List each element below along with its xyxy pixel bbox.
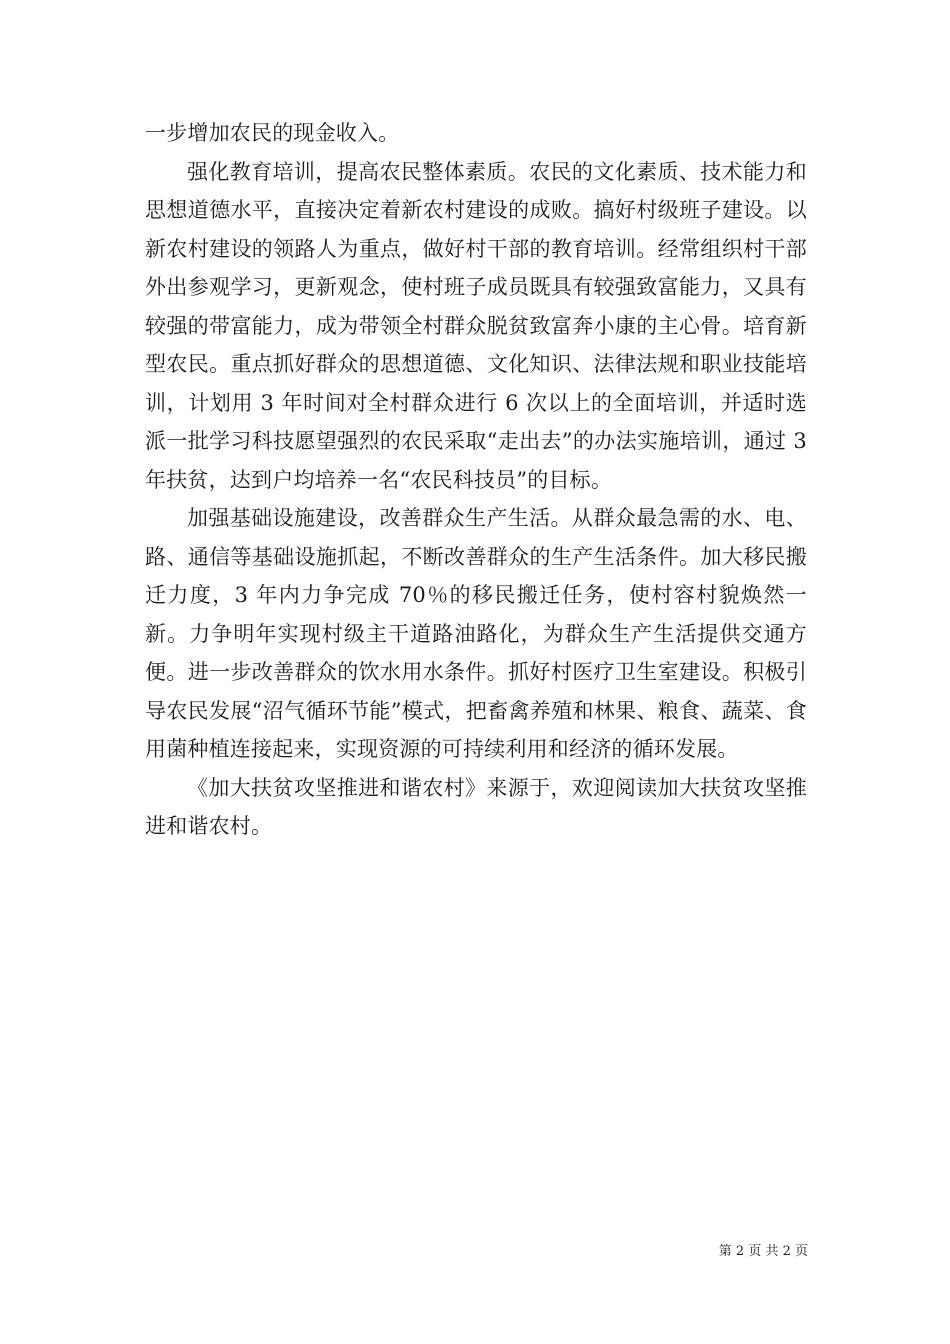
paragraph-infrastructure: 加强基础设施建设，改善群众生产生活。从群众最急需的水、电、路、通信等基础设施抓起，不断改善群众的生产生活条件。加大移民搬迁力度，3 年内力争完成 70％的移民搬迁任务，使村容村貌焕然一新。力争明年实现村级主干道路油路化，为群众生产生活提供交通方便。进一步改善群众的饮水用水条件。抓好村医疗卫生室建设。积极引导农民发展“沼气循环节能”模式，把畜禽养殖和林果、粮食、蔬菜、食用菌种植连接起来，实现资源的可持续利用和经济的循环发展。	[145, 506, 807, 761]
document-body	[145, 114, 807, 846]
paragraph-source-note: 《加大扶贫攻坚推进和谐农村》来源于，欢迎阅读加大扶贫攻坚推进和谐农村。	[145, 775, 807, 838]
paragraph-education-training: 强化教育培训，提高农民整体素质。农民的文化素质、技术能力和思想道德水平，直接决定着新农村建设的成败。搞好村级班子建设。以新农村建设的领路人为重点，做好村干部的教育培训。经常组织村干部外出参观学习，更新观念，使村班子成员既具有较强致富能力，又具有较强的带富能力，成为带领全村群众脱贫致富奔小康的主心骨。培育新型农民。重点抓好群众的思想道德、文化知识、法律法规和职业技能培训，计划用 3 年时间对全村群众进行 6 次以上的全面培训，并适时选派一批学习科技愿望强烈的农民采取“走出去”的办法实施培训，通过 3 年扶贫，达到户均培养一名“农民科技员”的目标。	[145, 159, 807, 492]
page-number-footer: 第 2 页 共 2 页	[718, 1244, 808, 1259]
paragraph-continuation: 一步增加农民的现金收入。	[145, 121, 400, 145]
